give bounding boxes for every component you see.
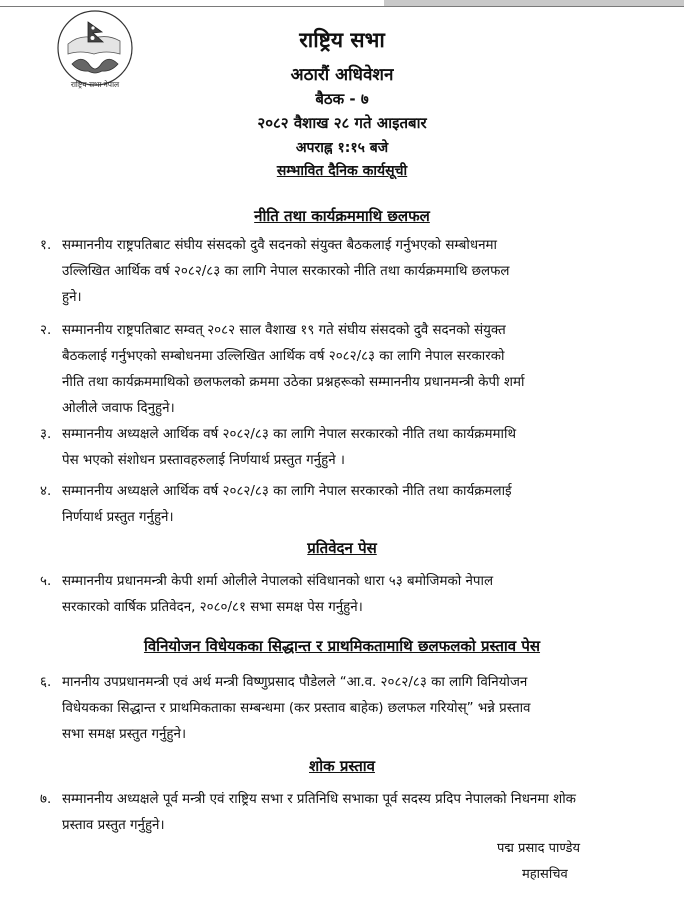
item-number: ३. xyxy=(40,427,52,442)
top-border xyxy=(0,0,684,7)
item-text-line: पेस भएको संशोधन प्रस्तावहरुलाई निर्णयार्थ प्रस्तुत गर्नुहुने । xyxy=(62,453,345,468)
item-text-line: ओलीले जवाफ दिनुहुने। xyxy=(62,401,175,416)
assembly-title: राष्ट्रिय सभा xyxy=(299,28,385,52)
item-number: ५. xyxy=(40,574,52,589)
agenda-title: सम्भावित दैनिक कार्यसूची xyxy=(276,163,408,179)
item-text-line: प्रस्ताव प्रस्तुत गर्नुहुने। xyxy=(62,818,165,833)
meeting-time: अपराह्न १:१५ बजे xyxy=(295,140,389,156)
session-label: अठारौं अधिवेशन xyxy=(290,65,394,85)
item-number: ६. xyxy=(40,675,52,690)
item-text-line: बैठकलाई गर्नुभएको सम्बोधनमा उल्लिखित आर्थिक वर्ष २०८२/८३ का लागि नेपाल सरकारको xyxy=(62,349,505,364)
item-text-line: सम्माननीय अध्यक्षले आर्थिक वर्ष २०८२/८३ का लागि नेपाल सरकारको नीति तथा कार्यक्रमलाई xyxy=(62,484,512,499)
item-number: १. xyxy=(40,238,52,253)
item-text-line: माननीय उपप्रधानमन्त्री एवं अर्थ मन्त्री विष्णुप्रसाद पौडेलले “आ.व. २०८२/८३ का लागि विनियोजन xyxy=(62,675,528,690)
item-text-line: नीति तथा कार्यक्रममाथिको छलफलको क्रममा उठेका प्रश्नहरूको सम्माननीय प्रधानमन्त्री केपी शर्मा xyxy=(62,375,525,390)
item-text-line: सम्माननीय अध्यक्षले पूर्व मन्त्री एवं राष्ट्रिय सभा र प्रतिनिधि सभाका पूर्व सदस्य प्रदिप नेपालको निधनमा शोक xyxy=(62,792,576,807)
logo-caption: राष्ट्रिय सभा नेपाल xyxy=(70,80,120,89)
item-number: २. xyxy=(40,323,52,338)
item-text-line: सम्माननीय राष्ट्रपतिबाट संघीय संसदको दुवै सदनको संयुक्त बैठकलाई गर्नुभएको सम्बोधनमा xyxy=(62,238,498,253)
item-text-line: विधेयकका सिद्धान्त र प्राथमिकताका सम्बन्धमा (कर प्रस्ताव बाहेक) छलफल गरियोस्” भन्ने प्रस्ताव xyxy=(62,701,531,716)
item-number: ४. xyxy=(40,484,52,499)
item-text-line: सम्माननीय राष्ट्रपतिबाट सम्वत् २०८२ साल वैशाख १९ गते संघीय संसदको दुवै सदनको संयुक्त xyxy=(62,323,506,338)
section-heading: प्रतिवेदन पेस xyxy=(307,539,377,557)
item-text-line: सरकारको वार्षिक प्रतिवेदन, २०८०/८१ सभा समक्ष पेस गर्नुहुने। xyxy=(62,600,363,615)
item-text-line: हुने। xyxy=(62,290,82,305)
item-text-line: निर्णयार्थ प्रस्तुत गर्नुहुने। xyxy=(62,510,174,525)
signatory-designation: महासचिव xyxy=(522,867,568,882)
item-text-line: सभा समक्ष प्रस्तुत गर्नुहुने। xyxy=(62,727,187,742)
item-text-line: उल्लिखित आर्थिक वर्ष २०८२/८३ का लागि नेपाल सरकारको नीति तथा कार्यक्रममाथि छलफल xyxy=(62,264,510,279)
section-heading: शोक प्रस्ताव xyxy=(309,757,375,775)
section-heading: नीति तथा कार्यक्रममाथि छलफल xyxy=(254,207,430,225)
meeting-date: २०८२ वैशाख २८ गते आइतबार xyxy=(257,114,427,132)
item-number: ७. xyxy=(40,792,52,807)
section-heading: विनियोजन विधेयकका सिद्धान्त र प्राथमिकतामाथि छलफलको प्रस्ताव पेस xyxy=(143,637,541,655)
signatory-name: पद्म प्रसाद पाण्डेय xyxy=(497,841,581,856)
top-rule xyxy=(0,6,684,7)
item-text-line: सम्माननीय प्रधानमन्त्री केपी शर्मा ओलीले नेपालको संविधानको धारा ५३ बमोजिमको नेपाल xyxy=(62,574,494,589)
meeting-number: बैठक - ७ xyxy=(315,90,369,108)
item-text-line: सम्माननीय अध्यक्षले आर्थिक वर्ष २०८२/८३ का लागि नेपाल सरकारको नीति तथा कार्यक्रममाथि xyxy=(62,427,516,442)
